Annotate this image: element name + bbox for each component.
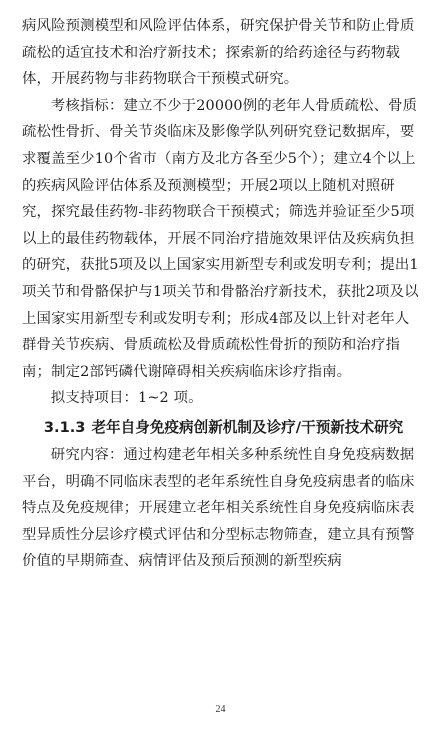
paragraph-risk-assessment: 病风险预测模型和风险评估体系，研究保护骨关节和防止骨质疏松的适宜技术和治疗新技术；探索新的给药途径与药物载体，开展药物与非药物联合干预模式研究。 <box>22 18 415 88</box>
document-body <box>22 13 420 575</box>
section-title: 老年自身免疫病创新机制及诊疗/干预新技术研究 <box>91 418 404 436</box>
paragraph-planned-projects: 拟支持项目：1~2 项。 <box>50 390 203 407</box>
section-number: 3.1.3 <box>43 418 86 436</box>
page-number: 24 <box>215 704 226 715</box>
paragraph-assessment-indicators: 考核指标：建立不少于20000例的老年人骨质疏松、骨质疏松性骨折、骨关节炎临床及影像学队列研究登记数据库，要求覆盖至少10个省市（南方及北方各至少5个）；建立4个以上的疾病风险评估体系及预测模型；开展2项以上随机对照研究，探究最佳药物-非药物联合干预模式；筛选并验证至少5项以上的最佳药物载体，开展不同治疗措施效果评估及疾病负担的研究，获批5项及以上国家实用新型专利或发明专利；提出1项关节和骨骼保护与1项关节和骨骼治疗新技术，获批2项及以上国家实用新型专利或发明专利；形成4部及以上针对老年人群骨关节疾病、骨质疏松及骨质疏松性骨折的预防和治疗指南；制定2部钙磷代谢障碍相关疾病临床诊疗指南。 <box>22 97 419 380</box>
paragraph-research-content: 研究内容：通过构建老年相关多种系统性自身免疫病数据平台，明确不同临床表型的老年系统性自身免疫病患者的临床特点及免疫规律；开展建立老年相关系统性自身免疫病临床表型异质性分层诊疗模式评估和分型标志物筛查，建立具有预警价值的早期筛查、病情评估及预后预测的新型疾病 <box>22 446 415 570</box>
section-heading <box>22 414 420 442</box>
